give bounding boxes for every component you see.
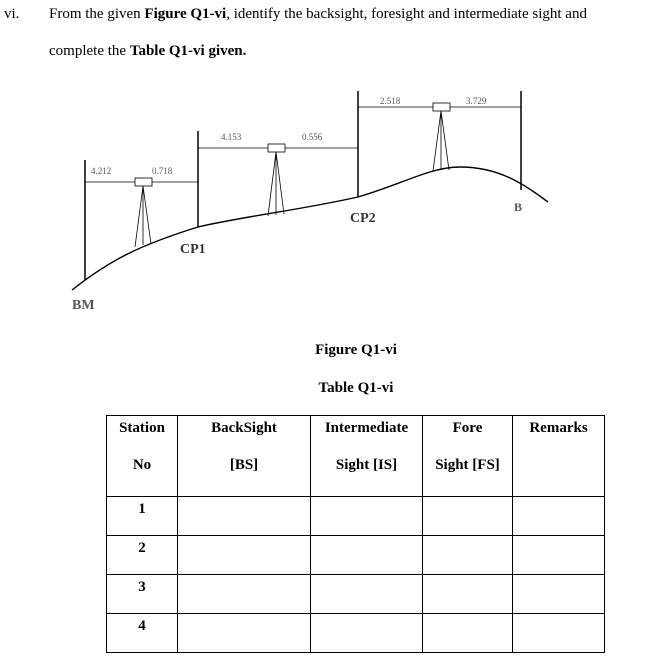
point-label-bm: BM bbox=[72, 298, 95, 313]
station-cell: 1 bbox=[107, 497, 178, 536]
question-line-1: From the given Figure Q1-vi, identify the backsight, foresight and intermediate sight and bbox=[49, 6, 587, 22]
remarks-cell[interactable] bbox=[513, 614, 605, 653]
station-cell: 4 bbox=[107, 614, 178, 653]
question-number: vi. bbox=[4, 6, 20, 22]
figure-caption: Figure Q1-vi bbox=[315, 342, 397, 358]
table-header-row bbox=[107, 416, 605, 497]
table-row bbox=[107, 536, 605, 575]
question-line-2: complete the Table Q1-vi given. bbox=[49, 43, 247, 59]
remarks-cell[interactable] bbox=[513, 497, 605, 536]
table-ref: Table Q1-vi given. bbox=[129, 43, 247, 59]
header-fore-sight: Fore Sight [FS] bbox=[423, 416, 513, 497]
point-label-cp1: CP1 bbox=[180, 242, 206, 257]
point-label-b: B bbox=[514, 200, 523, 214]
point-label-cp2: CP2 bbox=[350, 211, 376, 226]
bs-cell[interactable] bbox=[178, 575, 311, 614]
fs-cell[interactable] bbox=[423, 497, 513, 536]
fs-cell[interactable] bbox=[423, 575, 513, 614]
header-backsight: BackSight [BS] bbox=[178, 416, 311, 497]
reading-label: 3.729 bbox=[466, 96, 487, 106]
table-caption: Table Q1-vi bbox=[318, 380, 394, 396]
reading-label: 0.718 bbox=[152, 166, 173, 176]
is-cell[interactable] bbox=[311, 536, 423, 575]
table-row bbox=[107, 497, 605, 536]
is-cell[interactable] bbox=[311, 497, 423, 536]
header-station: Station No bbox=[107, 416, 178, 497]
level-instrument-1 bbox=[135, 178, 152, 247]
level-instrument-3 bbox=[433, 103, 450, 171]
bs-cell[interactable] bbox=[178, 536, 311, 575]
figure-ref: Figure Q1-vi bbox=[144, 6, 227, 22]
bs-cell[interactable] bbox=[178, 614, 311, 653]
levelling-table bbox=[106, 415, 605, 653]
reading-label: 4.153 bbox=[221, 132, 242, 142]
table-row bbox=[107, 575, 605, 614]
reading-label: 0.556 bbox=[302, 132, 323, 142]
header-remarks: Remarks bbox=[513, 416, 605, 497]
level-instrument-2 bbox=[268, 144, 285, 216]
is-cell[interactable] bbox=[311, 614, 423, 653]
reading-label: 4.212 bbox=[91, 166, 112, 176]
table-row bbox=[107, 614, 605, 653]
header-intermediate-sight: Intermediate Sight [IS] bbox=[311, 416, 423, 497]
reading-label: 2.518 bbox=[380, 96, 401, 106]
station-cell: 2 bbox=[107, 536, 178, 575]
remarks-cell[interactable] bbox=[513, 575, 605, 614]
station-cell: 3 bbox=[107, 575, 178, 614]
fs-cell[interactable] bbox=[423, 536, 513, 575]
levelling-figure bbox=[0, 85, 669, 325]
bs-cell[interactable] bbox=[178, 497, 311, 536]
is-cell[interactable] bbox=[311, 575, 423, 614]
fs-cell[interactable] bbox=[423, 614, 513, 653]
remarks-cell[interactable] bbox=[513, 536, 605, 575]
